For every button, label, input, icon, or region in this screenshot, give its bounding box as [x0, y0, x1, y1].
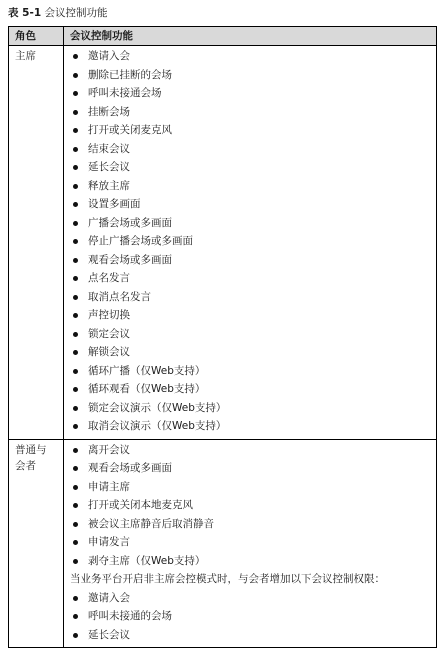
function-list-item: 邀请入会 [70, 47, 432, 66]
role-label-line-1: 普通与 [15, 443, 47, 456]
function-list-item: 设置多画面 [70, 195, 432, 214]
conference-control-table [8, 26, 437, 648]
function-list-item: 打开或关闭本地麦克风 [70, 496, 432, 515]
role-cell-chair [9, 46, 64, 440]
function-list-item: 延长会议 [70, 158, 432, 177]
function-list-item: 循环广播（仅Web支持） [70, 362, 432, 381]
function-list-item: 广播会场或多画面 [70, 214, 432, 233]
participant-function-list [70, 441, 432, 571]
header-function: 会议控制功能 [64, 27, 437, 46]
role-label: 主席 [15, 50, 36, 62]
function-list-item: 申请发言 [70, 533, 432, 552]
function-cell-chair [64, 46, 437, 440]
function-list-item: 点名发言 [70, 269, 432, 288]
function-list-item: 取消会议演示（仅Web支持） [70, 417, 432, 436]
function-list-item: 停止广播会场或多画面 [70, 232, 432, 251]
role-label-line-2: 会者 [15, 459, 36, 472]
function-list-item: 锁定会议 [70, 325, 432, 344]
function-list-item: 呼叫未接通会场 [70, 84, 432, 103]
table-row-participant [9, 439, 437, 648]
function-cell-participant [64, 439, 437, 648]
function-list-item: 剥夺主席（仅Web支持） [70, 552, 432, 571]
function-list-item: 声控切换 [70, 306, 432, 325]
function-list-item: 解锁会议 [70, 343, 432, 362]
role-cell-participant [9, 439, 64, 648]
function-list-item: 离开会议 [70, 441, 432, 460]
function-list-item: 删除已挂断的会场 [70, 66, 432, 85]
function-list-item: 申请主席 [70, 478, 432, 497]
function-list-item: 被会议主席静音后取消静音 [70, 515, 432, 534]
table-row-chair [9, 46, 437, 440]
function-list-item: 循环观看（仅Web支持） [70, 380, 432, 399]
table-title: 会议控制功能 [44, 7, 108, 19]
extra-function-list [70, 589, 432, 645]
chair-function-list [70, 47, 432, 436]
function-list-item: 释放主席 [70, 177, 432, 196]
function-list-item: 结束会议 [70, 140, 432, 159]
function-list-item: 延长会议 [70, 626, 432, 645]
function-list-item: 锁定会议演示（仅Web支持） [70, 399, 432, 418]
function-list-item: 观看会场或多画面 [70, 459, 432, 478]
function-list-item: 邀请入会 [70, 589, 432, 608]
header-role: 角色 [9, 27, 64, 46]
non-chair-mode-note: 当业务平台开启非主席会控模式时，与会者增加以下会议控制权限： [70, 573, 385, 585]
table-number: 表 5-1 [8, 7, 42, 19]
function-list-item: 挂断会场 [70, 103, 432, 122]
table-caption [8, 6, 107, 20]
table-header-row [9, 27, 437, 46]
function-list-item: 打开或关闭麦克风 [70, 121, 432, 140]
function-list-item: 观看会场或多画面 [70, 251, 432, 270]
function-list-item: 取消点名发言 [70, 288, 432, 307]
function-list-item: 呼叫未接通的会场 [70, 607, 432, 626]
